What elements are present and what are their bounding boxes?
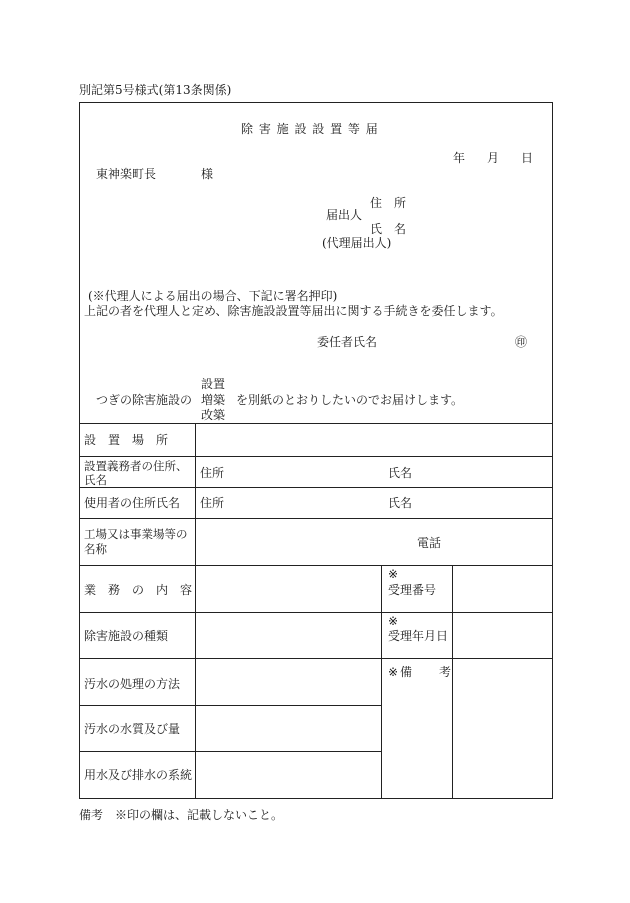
remarks-label: 備 考 (400, 665, 453, 679)
honorific: 様 (201, 167, 214, 181)
row-line (79, 612, 553, 613)
receipt-date-label: 受理年月日 (388, 629, 449, 643)
label-column-line (195, 423, 196, 799)
factory-label-line2: 名称 (84, 542, 107, 556)
proxy-note: (※代理人による届出の場合、下記に署名押印) (88, 289, 338, 303)
addressee: 東神楽町長 (96, 167, 157, 181)
remarks-mark: ※ (388, 665, 399, 679)
receipt-date-mark: ※ (388, 614, 399, 628)
seal-mark: ㊞ (515, 335, 528, 349)
row-line (79, 751, 381, 752)
user-address-label: 住所 (200, 496, 225, 510)
applicant-address-label: 住 所 (370, 196, 407, 210)
owner-label-line1: 設置義務者の住所、 (84, 459, 188, 473)
date-year-label: 年 (453, 151, 466, 165)
facility-type-label: 除害施設の種類 (84, 629, 169, 643)
water-system-label: 用水及び排水の系統 (84, 768, 193, 782)
applicant-name-label: 氏 名 (370, 222, 407, 236)
row-line (79, 518, 553, 519)
option-install: 設置 (201, 377, 226, 391)
declaration-suffix: を別紙のとおりしたいのでお届けします。 (236, 393, 464, 407)
row-line (79, 456, 553, 457)
option-rebuild: 改築 (201, 408, 226, 422)
declaration-prefix: つぎの除害施設の (96, 393, 193, 407)
form-frame (79, 102, 553, 799)
date-month-label: 月 (487, 151, 500, 165)
receipt-no-label: 受理番号 (388, 583, 437, 597)
owner-label-line2: 氏名 (84, 473, 107, 487)
applicant-role-label: 届出人 (326, 208, 363, 222)
form-number: 別記第5号様式(第13条関係) (79, 83, 232, 97)
agent-label: (代理届出人) (322, 236, 392, 250)
table-top-line (79, 423, 553, 424)
treatment-label: 汚水の処理の方法 (84, 677, 181, 691)
location-label: 設 置 場 所 (84, 433, 169, 447)
proxy-statement: 上記の者を代理人と定め、除害施設設置等届出に関する手続きを委任します。 (84, 304, 503, 318)
phone-label: 電話 (417, 536, 442, 550)
row-line (79, 705, 381, 706)
user-name-label: 氏名 (388, 496, 413, 510)
form-title: 除 害 施 設 設 置 等 届 (241, 122, 379, 136)
option-extend: 増築 (201, 393, 226, 407)
business-label: 業 務 の 内 容 (84, 583, 193, 597)
owner-address-label: 住所 (200, 466, 225, 480)
factory-label-line1: 工場又は事業場等の (84, 527, 188, 541)
row-line (79, 658, 553, 659)
value-column-line (381, 565, 382, 799)
row-line (79, 565, 553, 566)
receipt-no-mark: ※ (388, 567, 399, 581)
delegator-label: 委任者氏名 (317, 335, 378, 349)
row-line (79, 487, 553, 488)
owner-name-label: 氏名 (388, 466, 413, 480)
user-label: 使用者の住所氏名 (84, 496, 181, 510)
office-column-line (452, 565, 453, 799)
date-day-label: 日 (521, 151, 534, 165)
footer-note: 備考 ※印の欄は、記載しないこと。 (79, 808, 284, 822)
quality-label: 汚水の水質及び量 (84, 722, 181, 736)
